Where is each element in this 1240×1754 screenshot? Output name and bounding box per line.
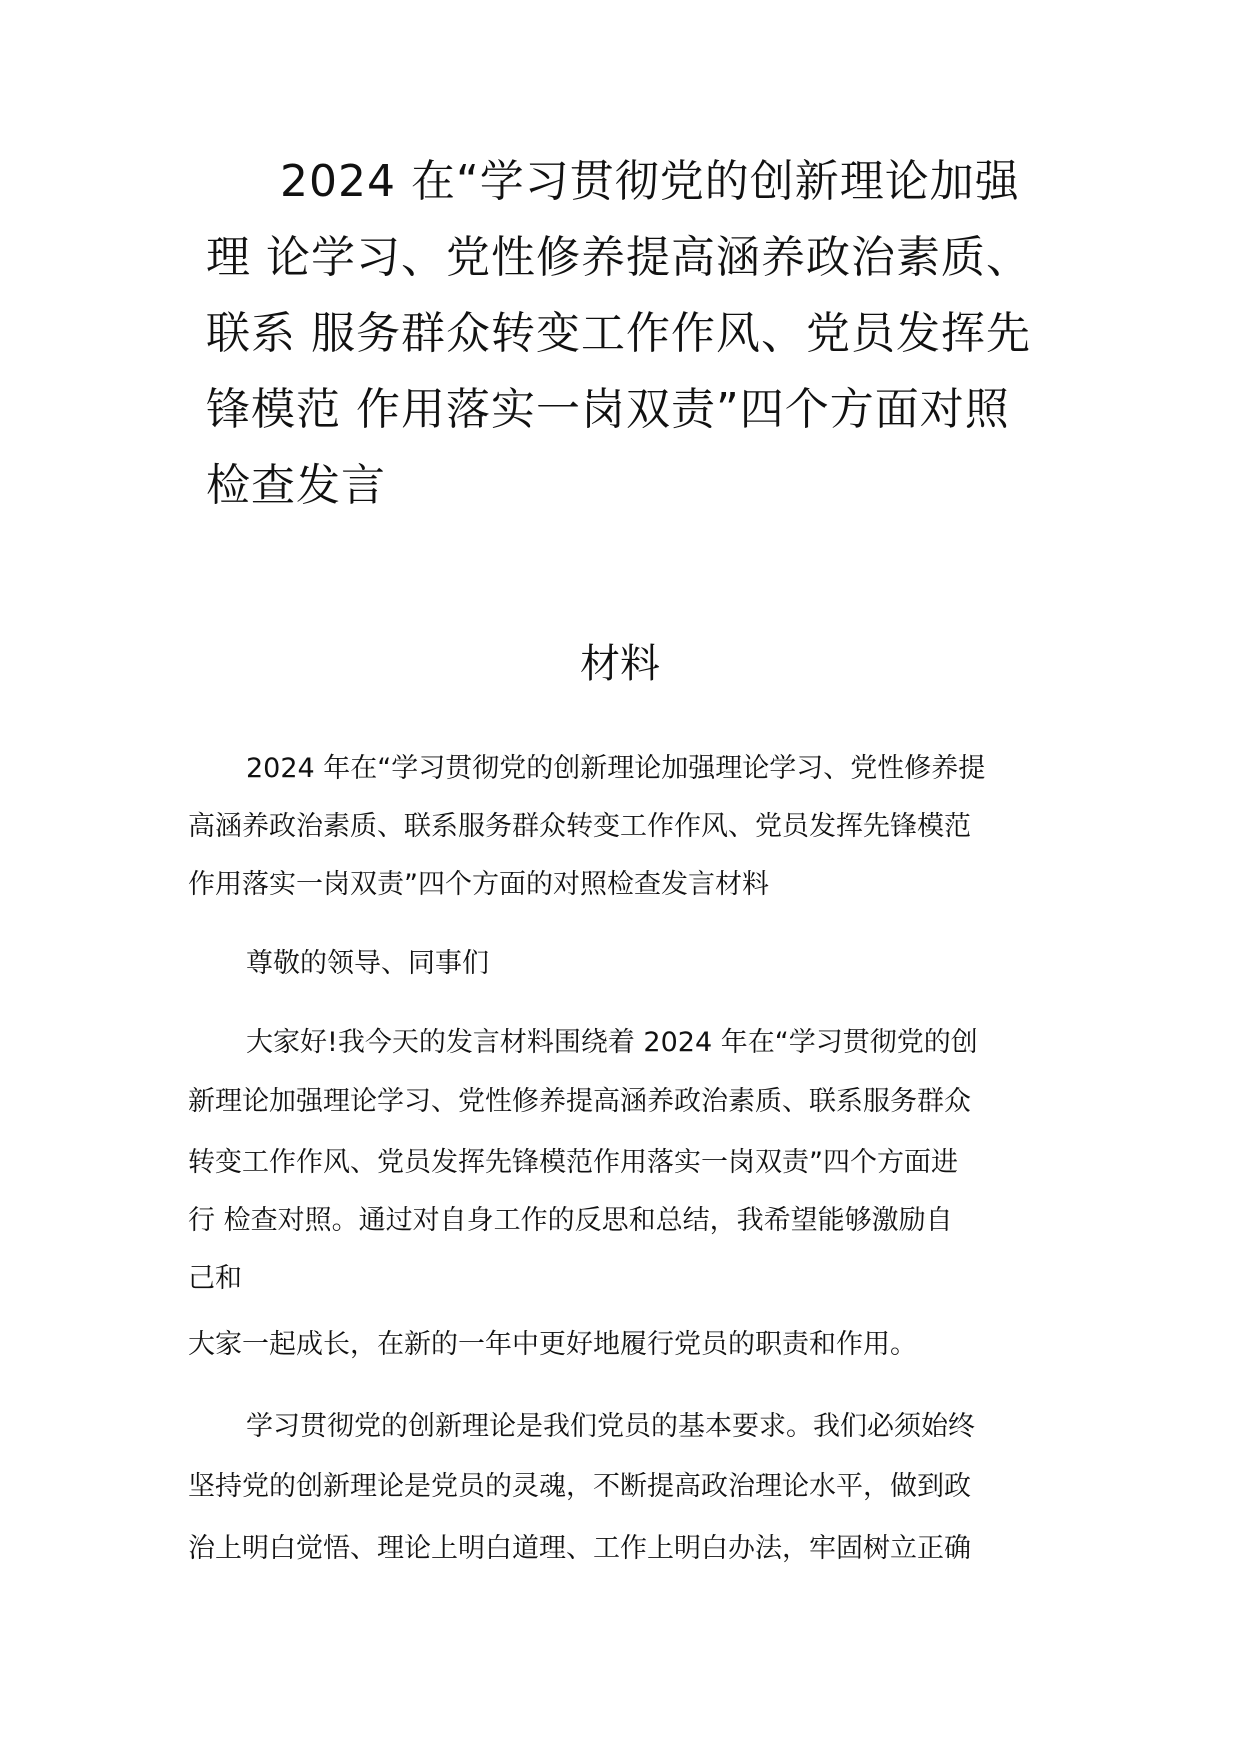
- body-line: 2024 年在“学习贯彻党的创新理论加强理论学习、党性修养提: [246, 753, 986, 784]
- document-title-line-3: 联系 服务群众转变工作作风、党员发挥先: [206, 308, 1031, 359]
- salutation: 尊敬的领导、同事们: [246, 948, 489, 979]
- document-title-line-5: 检查发言: [206, 460, 386, 511]
- document-title-line-1: 2024 在“学习贯彻党的创新理论加强: [280, 156, 1020, 207]
- body-line: 作用落实一岗双责”四个方面的对照检查发言材料: [188, 869, 769, 900]
- body-line: 己和: [188, 1263, 242, 1294]
- body-line: 坚持党的创新理论是党员的灵魂，不断提高政治理论水平，做到政: [188, 1471, 971, 1502]
- body-line: 高涵养政治素质、联系服务群众转变工作作风、党员发挥先锋模范: [188, 811, 971, 842]
- body-line: 治上明白觉悟、理论上明白道理、工作上明白办法，牢固树立正确: [188, 1533, 971, 1564]
- body-line: 大家一起成长，在新的一年中更好地履行党员的职责和作用。: [188, 1329, 917, 1360]
- document-title-line-2: 理 论学习、党性修养提高涵养政治素质、: [206, 232, 1031, 283]
- body-line: 转变工作作风、党员发挥先锋模范作用落实一岗双责”四个方面进: [188, 1147, 958, 1178]
- body-line: 行 检查对照。通过对自身工作的反思和总结，我希望能够激励自: [188, 1205, 953, 1236]
- document-subtitle: 材料: [580, 641, 660, 687]
- document-title-line-4: 锋模范 作用落实一岗双责”四个方面对照: [206, 384, 1010, 435]
- body-line: 学习贯彻党的创新理论是我们党员的基本要求。我们必须始终: [246, 1411, 975, 1442]
- body-line: 新理论加强理论学习、党性修养提高涵养政治素质、联系服务群众: [188, 1086, 971, 1117]
- body-line: 大家好!我今天的发言材料围绕着 2024 年在“学习贯彻党的创: [246, 1027, 978, 1058]
